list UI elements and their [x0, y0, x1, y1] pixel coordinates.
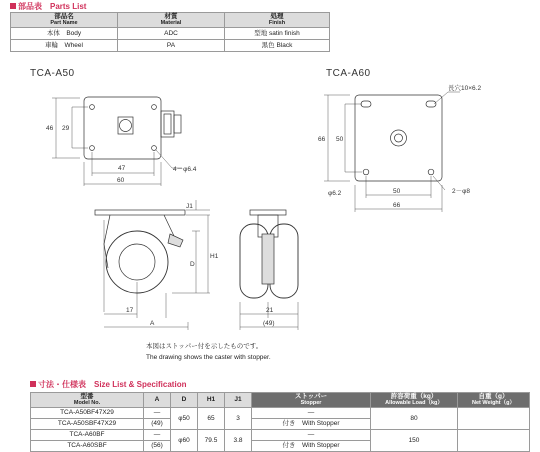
dim-phi62: φ6.2 — [328, 190, 342, 197]
spec-table — [30, 392, 530, 452]
dim-46: 46 — [46, 125, 54, 132]
dim-j1: J1 — [186, 203, 193, 210]
part-name-cell: 本体 Body — [11, 27, 118, 39]
caption-ja: 本図はストッパー付を示したものです。 — [146, 343, 263, 350]
finish-cell: 型地 satin finish — [225, 27, 330, 39]
part-name-cell: 車輪 Wheel — [11, 39, 118, 51]
dim-hole2: 2－φ8 — [452, 188, 470, 195]
dim-21: 21 — [266, 307, 274, 314]
model-cell: TCA-A60BF — [31, 429, 144, 440]
a-cell: (56) — [144, 440, 171, 451]
caption-en: The drawing shows the caster with stopper. — [146, 354, 271, 361]
finish-cell: 黒色 Black — [225, 39, 330, 51]
h1-cell: 79.5 — [198, 429, 225, 451]
dim-66v: 66 — [318, 136, 326, 143]
d-cell: φ50 — [171, 407, 198, 429]
model-cell: TCA-A50SBF47X29 — [31, 418, 144, 429]
model-cell: TCA-A60SBF — [31, 440, 144, 451]
dim-a: A — [150, 320, 155, 327]
header-load: 許容荷重（kg） Allowable Load（kg） — [371, 393, 458, 408]
stopper-cell: ― — [252, 407, 371, 418]
table-row — [31, 429, 530, 440]
weight-cell — [458, 429, 530, 451]
dim-hole4: 4－φ6.4 — [173, 166, 197, 173]
j1-cell: 3.8 — [225, 429, 252, 451]
dim-slot: 長穴10×6.2 — [448, 85, 482, 92]
header-a: A — [144, 393, 171, 408]
header-part-name: 部品名 Part Name — [11, 13, 118, 28]
a-cell: ― — [144, 407, 171, 418]
material-cell: PA — [118, 39, 225, 51]
model-label-a60: TCA-A60 — [326, 68, 371, 79]
dim-49: (49) — [263, 320, 275, 327]
load-cell: 150 — [371, 429, 458, 451]
material-cell: ADC — [118, 27, 225, 39]
dim-29: 29 — [62, 125, 70, 132]
dimension-labels — [46, 83, 481, 327]
dim-d: D — [190, 261, 195, 268]
table-row — [31, 407, 530, 418]
model-label-a50: TCA-A50 — [30, 68, 75, 79]
header-d: D — [171, 393, 198, 408]
model-cell: TCA-A50BF47X29 — [31, 407, 144, 418]
header-stopper: ストッパー Stopper — [252, 393, 371, 408]
dim-h1: H1 — [210, 253, 219, 260]
parts-list-title: 部品表 Parts List — [10, 1, 86, 12]
load-cell: 80 — [371, 407, 458, 429]
j1-cell: 3 — [225, 407, 252, 429]
header-finish: 処理 Finish — [225, 13, 330, 28]
header-model: 型番 Model No. — [31, 393, 144, 408]
stopper-cell: 付き With Stopper — [252, 418, 371, 429]
header-material: 材質 Material — [118, 13, 225, 28]
dim-47: 47 — [118, 165, 126, 172]
dim-60: 60 — [117, 177, 125, 184]
d-cell: φ60 — [171, 429, 198, 451]
a60-top-view — [324, 92, 460, 212]
stopper-cell: ― — [252, 429, 371, 440]
dim-50h: 50 — [393, 188, 401, 195]
a50-top-view — [52, 97, 182, 186]
header-h1: H1 — [198, 393, 225, 408]
h1-cell: 65 — [198, 407, 225, 429]
spec-title: 寸法・仕様表 Size List & Specification — [30, 379, 186, 390]
dim-17: 17 — [126, 307, 134, 314]
header-weight: 自重（g） Net Weight（g） — [458, 393, 530, 408]
a-cell: (49) — [144, 418, 171, 429]
dim-50v: 50 — [336, 136, 344, 143]
header-j1: J1 — [225, 393, 252, 408]
stopper-cell: 付き With Stopper — [252, 440, 371, 451]
spec-header-row — [31, 393, 530, 408]
drawing-caption — [146, 341, 271, 363]
a-cell: ― — [144, 429, 171, 440]
weight-cell — [458, 407, 530, 429]
dim-66h: 66 — [393, 202, 401, 209]
